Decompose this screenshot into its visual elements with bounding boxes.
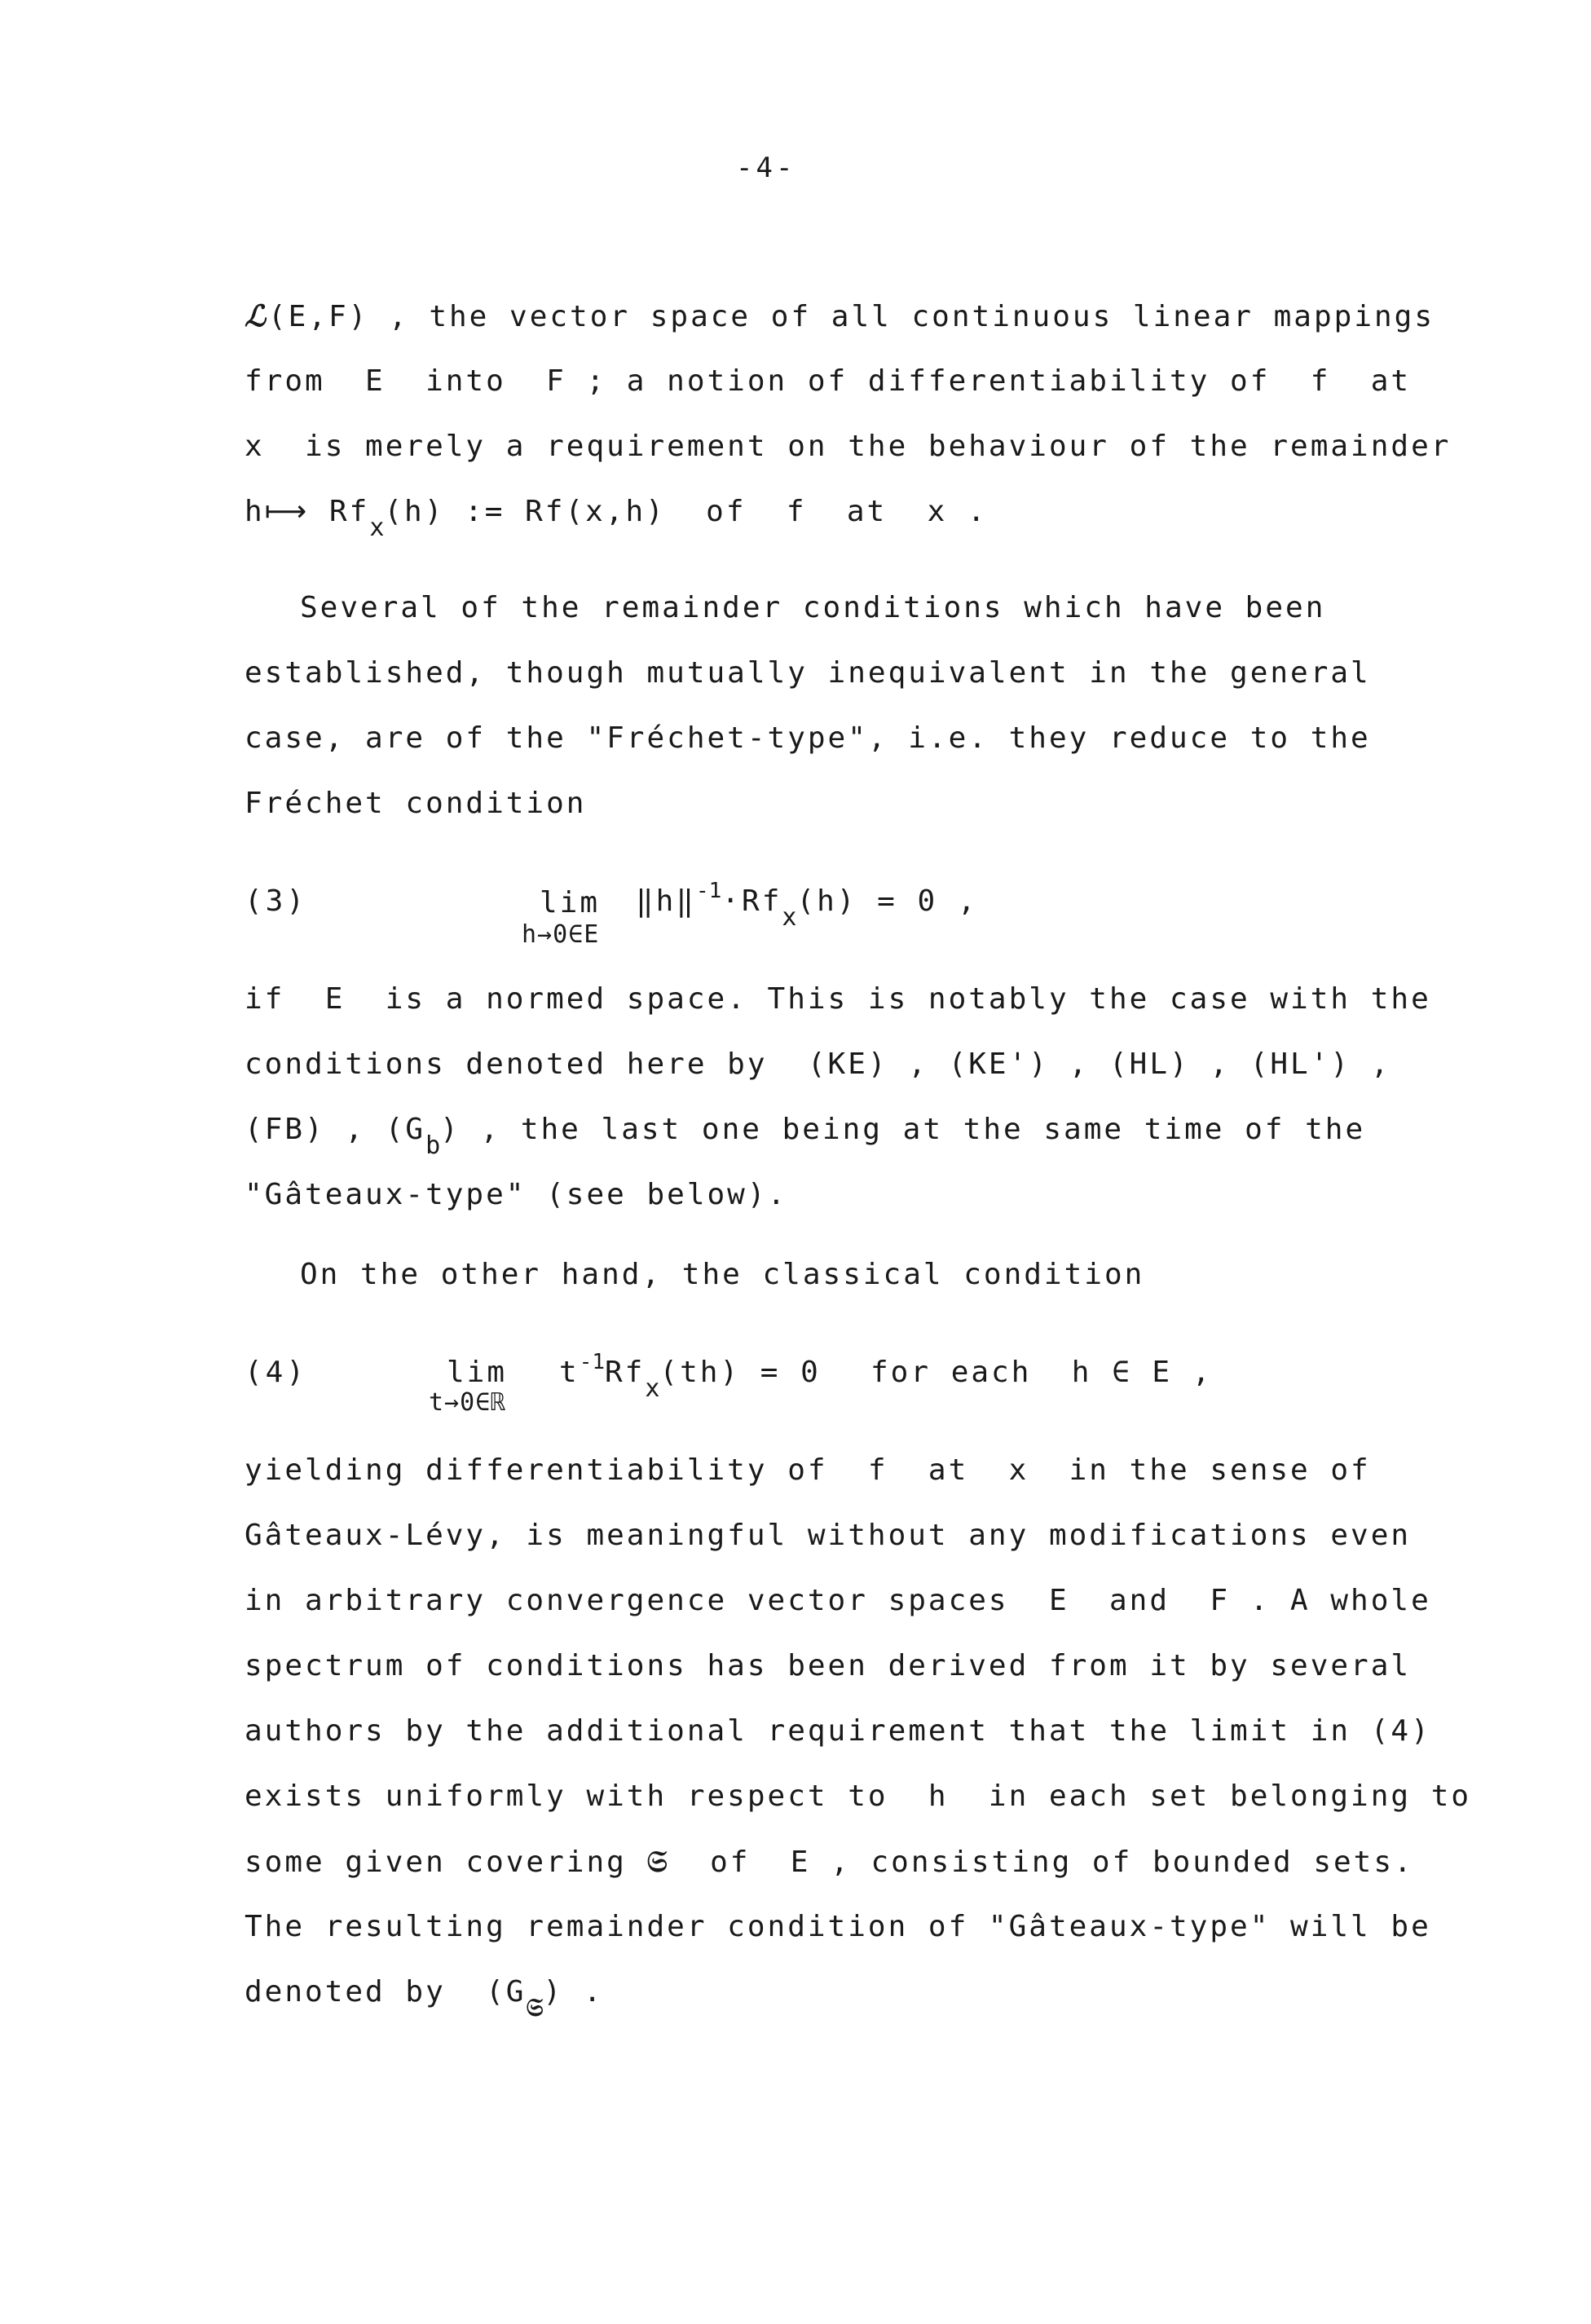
equation3-number: (3) bbox=[245, 884, 308, 918]
equation4-number: (4) bbox=[245, 1356, 308, 1389]
paragraph5-line5: authors by the additional requirement that the limit in (4) bbox=[245, 1714, 1431, 1748]
paragraph5-line2: Gâteaux-Lévy, is meaningful without any modifications even bbox=[245, 1519, 1412, 1552]
script-l-symbol: ℒ bbox=[245, 299, 268, 333]
paragraph5-line1: yielding differentiability of f at x in the sense of bbox=[245, 1453, 1371, 1487]
page-number: -4- bbox=[736, 152, 796, 184]
paragraph5-line6: exists uniformly with respect to h in each set belonging to bbox=[245, 1779, 1472, 1813]
fraktur-s-symbol: 𝔖 bbox=[646, 1845, 670, 1879]
equation3-body: $‖h‖^{-1}\cdot Rf_x(h) = 0$ , bbox=[636, 879, 978, 932]
paragraph2-line4: Fréchet condition bbox=[245, 787, 587, 820]
paragraph5-line9: denoted by $(G_𝔖)$ . bbox=[245, 1975, 604, 2022]
paragraph3-line1: if E is a normed space. This is notably the case with the bbox=[245, 982, 1431, 1016]
paragraph2-line2: established, though mutually inequivalent in the general bbox=[245, 656, 1371, 690]
paragraph1-line2: from E into F ; a notion of differentiability of f at bbox=[245, 364, 1412, 398]
equation4-lim: lim bbox=[447, 1356, 508, 1389]
paragraph1-line4: h⟼ $Rf_x(h)$ := Rf(x,h) of f at x . bbox=[245, 495, 988, 542]
paragraph5-line7: some given covering 𝔖 of E , consisting of bounded sets. bbox=[245, 1845, 1414, 1879]
paragraph5-line8: The resulting remainder condition of "Gâteaux-type" will be bbox=[245, 1910, 1431, 1943]
paragraph3-line2: conditions denoted here by (KE) , (KE') , (HL) , (HL') , bbox=[245, 1047, 1391, 1081]
paragraph1-line3: x is merely a requirement on the behaviour of the remainder bbox=[245, 430, 1452, 463]
equation4-lim-subscript: t→0∈ℝ bbox=[429, 1388, 507, 1417]
equation4-body: $t^{-1}Rf_x(th) = 0$ bbox=[559, 1350, 821, 1403]
paragraph3-line3: (FB) , $(G_b)$ , the last one being at the same time of the bbox=[245, 1113, 1366, 1160]
paragraph2-line3: case, are of the "Fréchet-type", i.e. they reduce to the bbox=[245, 721, 1371, 755]
paragraph5-line3: in arbitrary convergence vector spaces E and F . A whole bbox=[245, 1584, 1431, 1617]
equation3-lim: lim bbox=[540, 886, 601, 919]
paragraph5-line4: spectrum of conditions has been derived from it by several bbox=[245, 1649, 1412, 1682]
equation3-lim-subscript: h→0∈E bbox=[522, 920, 600, 949]
paragraph3-line4: "Gâteaux-type" (see below). bbox=[245, 1178, 788, 1211]
paragraph2-line1: Several of the remainder conditions which have been bbox=[300, 591, 1326, 624]
equation4-tail: for each h ∈ E , bbox=[870, 1356, 1213, 1389]
paragraph4-line1: On the other hand, the classical condition bbox=[300, 1258, 1145, 1291]
paragraph1-line1: ℒ(E,F) , the vector space of all continuous linear mappings bbox=[245, 299, 1435, 333]
